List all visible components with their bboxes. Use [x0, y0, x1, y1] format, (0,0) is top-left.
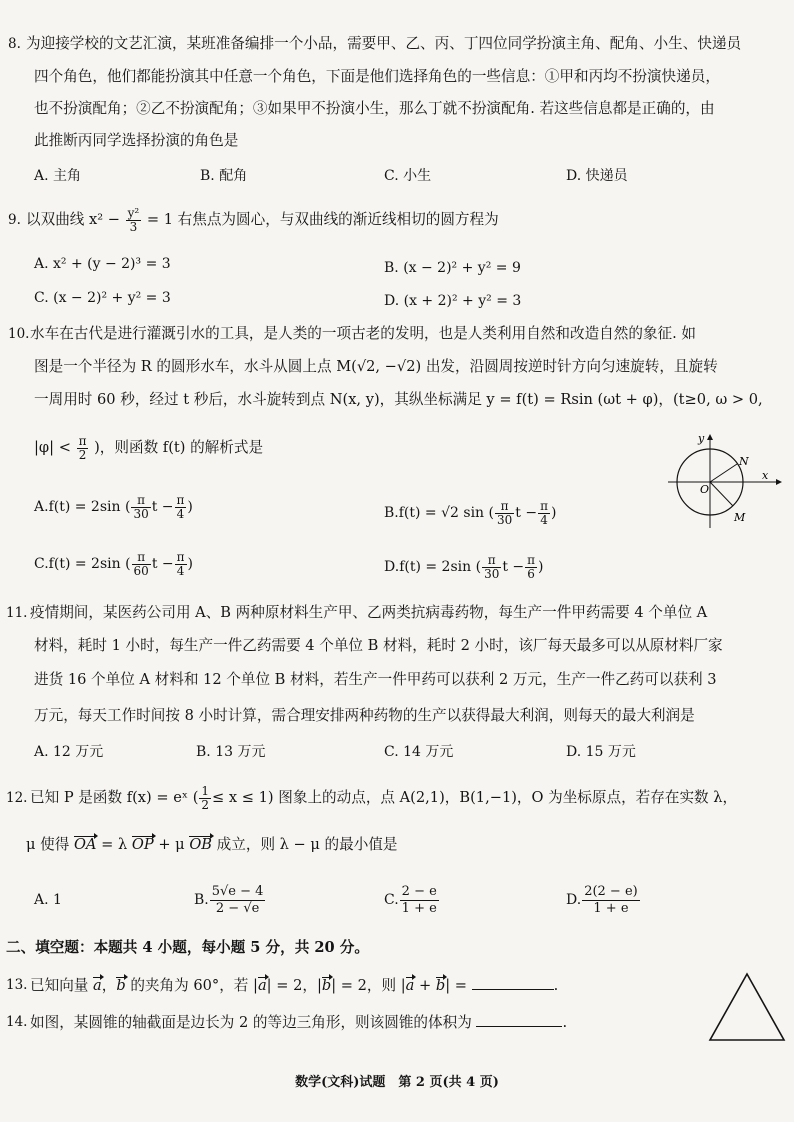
fraction-denominator: 3: [129, 219, 138, 234]
fraction-denominator: 2: [78, 447, 87, 462]
fraction-numerator: π: [176, 549, 185, 564]
fraction-denominator: 1 + e: [593, 900, 629, 916]
radius-om: [710, 482, 733, 506]
text-segment: 已知 P 是函数 f(x) = eˣ (: [30, 789, 199, 806]
question-text-line: [26, 835, 398, 855]
vector-a: a: [405, 977, 415, 994]
option-b: [194, 878, 266, 922]
fraction: [131, 494, 150, 521]
text-segment: ): [538, 559, 544, 575]
question-text-line: 万元，每天工作时间按 8 小时计算，需合理安排两种药物的生产以获得最大利润，则每天的最大利润是: [34, 707, 695, 724]
text-segment: 已知向量: [30, 977, 89, 994]
fraction-numerator: π: [131, 494, 150, 508]
question-text-line: [30, 781, 737, 815]
text-segment: 的夹角为 60°，若 |: [130, 977, 258, 994]
text-segment: ): [187, 499, 193, 515]
option-a: [34, 490, 193, 524]
text-segment: ): [187, 556, 193, 572]
option-a: A. x² + (y − 2)³ = 3: [34, 256, 171, 272]
fraction: [126, 207, 142, 234]
text-segment: 如图，某圆锥的轴截面是边长为 2 的等边三角形，则该圆锥的体积为: [30, 1014, 472, 1031]
text-segment: = λ: [101, 836, 128, 853]
text-segment: ，: [101, 977, 117, 994]
option-label: D.: [384, 559, 400, 575]
question-text: [26, 203, 499, 237]
question-text-line: 一周用时 60 秒，经过 t 秒后，水斗旋转到点 N(x, y)，其纵坐标满足 y = f(t) = Rsin (ωt + φ)，(t≥0, ω > 0,: [34, 391, 763, 408]
text-segment: t −: [515, 505, 538, 521]
question-number: 12.: [6, 790, 28, 806]
fraction-denominator: 4: [176, 563, 185, 578]
option-c: C. (x − 2)² + y² = 3: [34, 290, 171, 306]
option-d: D. 快递员: [566, 168, 628, 184]
fraction-numerator: 2 − e: [401, 883, 437, 899]
text-segment: f(t) = √2 sin (: [398, 505, 494, 521]
text-segment: .: [553, 977, 559, 994]
fraction: [482, 554, 501, 581]
option-b: B. (x − 2)² + y² = 9: [384, 260, 521, 276]
question-text-line: 此推断丙同学选择扮演的角色是: [34, 132, 239, 149]
vector-a: a: [257, 977, 267, 994]
fraction-numerator: 5√e − 4: [211, 883, 264, 899]
vector-ob: OB: [189, 836, 213, 853]
fraction-denominator: 4: [540, 512, 548, 527]
point-n-label: N: [739, 455, 749, 468]
text-segment: t −: [502, 559, 525, 575]
fraction-denominator: 4: [176, 506, 185, 521]
fraction-denominator: 2: [201, 797, 210, 812]
fraction: [175, 551, 187, 578]
text-segment: μ 使得: [26, 836, 70, 853]
option-c: [34, 547, 193, 581]
text-segment: f(t) = 2sin (: [399, 559, 482, 575]
text-segment: + μ: [158, 836, 185, 853]
fraction-numerator: π: [495, 500, 514, 514]
fraction-denominator: 30: [496, 512, 513, 527]
vector-op: OP: [131, 836, 154, 853]
option-label: B.: [384, 505, 399, 521]
question-text-line: 为迎接学校的文艺汇演，某班准备编排一个小品，需要甲、乙、丙、丁四位同学扮演主角、配角、小生、快递员: [26, 35, 742, 52]
vector-oa: OA: [73, 836, 97, 853]
question-number: 8.: [8, 36, 21, 52]
question-number: 10.: [8, 326, 30, 342]
option-d: [384, 550, 544, 584]
fraction: [199, 785, 211, 812]
fraction: [132, 551, 151, 578]
fraction-denominator: 2 − √e: [215, 900, 260, 916]
radius-on: [710, 464, 737, 482]
question-text-line: 水车在古代是进行灌溉引水的工具，是人类的一项古老的发明，也是人类利用自然和改造自然的象征. 如: [30, 325, 697, 342]
option-a: A. 12 万元: [34, 744, 104, 760]
equilateral-triangle: [710, 974, 784, 1040]
option-d: D. (x + 2)² + y² = 3: [384, 293, 522, 309]
fraction: [538, 500, 550, 527]
fraction-numerator: π: [482, 554, 501, 568]
x-axis-label: x: [762, 469, 769, 482]
waterwheel-figure: [664, 432, 788, 532]
option-b: B. 配角: [200, 168, 248, 184]
question-text-line: [30, 1012, 567, 1033]
option-label: B.: [194, 892, 209, 908]
question-text-line: 疫情期间，某医药公司用 A、B 两种原材料生产甲、乙两类抗病毒药物，每生产一件甲药需要 4 个单位 A: [30, 604, 708, 621]
stem-before: 以双曲线 x² −: [26, 211, 120, 228]
origin-label: O: [700, 483, 710, 496]
text-segment: t −: [151, 556, 174, 572]
fraction-denominator: 30: [133, 506, 149, 521]
y-axis-label: y: [698, 432, 705, 445]
question-text-line: 图是一个半径为 R 的圆形水车，水斗从圆上点 M(√2, −√2) 出发，沿圆周按逆时针方向匀速旋转，且旋转: [34, 358, 718, 375]
x-axis-arrow: [776, 479, 782, 485]
fraction: [77, 435, 89, 462]
fraction-denominator: 1 + e: [401, 900, 437, 916]
question-text-line: 四个角色，他们都能扮演其中任意一个角色，下面是他们选择角色的一些信息：①甲和丙均不扮演快递员，: [34, 68, 720, 85]
text-segment: | = 2，|: [266, 977, 322, 994]
fraction: [495, 500, 514, 527]
text-segment: |φ| <: [34, 439, 71, 456]
fraction-denominator: 30: [484, 566, 500, 581]
fraction-denominator: 60: [133, 563, 149, 578]
y-axis-arrow: [707, 434, 713, 440]
option-d: D. 15 万元: [566, 744, 636, 760]
option-b: [384, 496, 556, 530]
option-d: [566, 878, 641, 922]
question-text-line: 进货 16 个单位 A 材料和 12 个单位 B 材料，若生产一件甲药可以获利 2 万元，生产一件乙药可以获利 3: [34, 671, 717, 688]
cone-cross-section-figure: [704, 968, 790, 1048]
option-label: C.: [34, 556, 49, 572]
fraction-denominator: 6: [527, 566, 535, 581]
page-footer: 数学(文科)试题 第 2 页(共 4 页): [295, 1075, 499, 1090]
section-heading: 二、填空题：本题共 4 小题，每小题 5 分，共 20 分。: [6, 939, 369, 956]
option-c: [384, 878, 440, 922]
option-label: A.: [34, 499, 49, 515]
question-text-line: [30, 975, 558, 996]
fraction-numerator: π: [540, 498, 548, 513]
vector-b: b: [435, 977, 446, 994]
text-segment: | = 2，则 |: [331, 977, 406, 994]
option-label: D.: [566, 892, 582, 908]
question-text-line: [34, 431, 263, 465]
question-text-line: 材料，耗时 1 小时，每生产一件乙药需要 4 个单位 B 材料，耗时 2 小时，该厂每天最多可以从原材料厂家: [34, 637, 723, 654]
fraction: [175, 494, 187, 521]
vector-a: a: [93, 977, 102, 994]
vector-b: b: [321, 977, 332, 994]
fraction-numerator: 2(2 − e): [584, 883, 638, 899]
fraction-numerator: π: [527, 552, 536, 567]
fraction: [582, 884, 640, 917]
option-b: B. 13 万元: [196, 744, 266, 760]
text-segment: )，则函数 f(t) 的解析式是: [94, 439, 264, 456]
fraction: [210, 884, 266, 917]
option-a: A. 1: [34, 892, 62, 908]
text-segment: t −: [151, 499, 174, 515]
question-number: 11.: [6, 605, 28, 621]
option-c: C. 小生: [384, 168, 432, 184]
fraction-numerator: π: [176, 492, 185, 507]
fraction-numerator: y²: [127, 205, 140, 220]
point-m-label: M: [734, 511, 746, 524]
text-segment: | =: [445, 977, 468, 994]
fraction: [525, 554, 537, 581]
vector-b: b: [116, 977, 126, 994]
text-segment: .: [562, 1014, 568, 1031]
text-segment: 成立，则 λ − μ 的最小值是: [216, 836, 398, 853]
fraction-numerator: 1: [201, 783, 210, 798]
text-segment: ): [550, 505, 557, 521]
option-label: C.: [384, 892, 399, 908]
answer-blank[interactable]: [472, 975, 554, 990]
text-segment: ≤ x ≤ 1) 图象上的动点，点 A(2,1)，B(1,−1)，O 为坐标原点，若存在实数 λ，: [212, 789, 738, 806]
option-a: A. 主角: [34, 168, 82, 184]
question-text-line: 也不扮演配角；②乙不扮演配角；③如果甲不扮演小生，那么丁就不扮演配角. 若这些信息都是正确的，由: [34, 100, 715, 117]
fraction-numerator: π: [78, 433, 87, 448]
answer-blank[interactable]: [476, 1012, 562, 1027]
fraction: [400, 884, 439, 917]
stem-after: = 1 右焦点为圆心，与双曲线的渐近线相切的圆方程为: [146, 211, 499, 228]
question-number: 9.: [8, 212, 21, 228]
question-number: 13.: [6, 977, 28, 993]
question-number: 14.: [6, 1014, 28, 1030]
text-segment: +: [414, 977, 436, 994]
text-segment: f(t) = 2sin (: [48, 556, 131, 572]
option-c: C. 14 万元: [384, 744, 454, 760]
text-segment: f(t) = 2sin (: [48, 499, 131, 515]
fraction-numerator: π: [132, 551, 151, 565]
